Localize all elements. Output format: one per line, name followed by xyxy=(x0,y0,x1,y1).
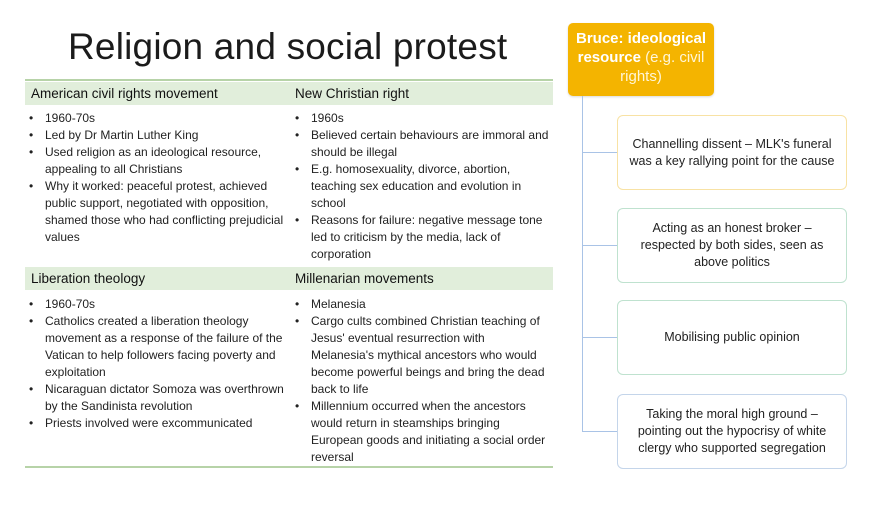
list-item: • Catholics created a liberation theology movement as a response of the failure of the Vatican to help followers facing poverty and exploitation xyxy=(25,313,287,381)
page-title: Religion and social protest xyxy=(68,26,508,67)
list-item: • E.g. homosexuality, divorce, abortion, teaching sex education and evolution in school xyxy=(291,161,549,212)
list-item: • Used religion as an ideological resource, appealing to all Christians xyxy=(25,144,287,178)
node-text: Mobilising public opinion xyxy=(664,330,800,344)
list-item: • 1960-70s xyxy=(25,110,287,127)
list-item: • Believed certain behaviours are immoral and should be illegal xyxy=(291,127,549,161)
moral-high-ground-node xyxy=(617,394,847,469)
channelling-dissent-node xyxy=(617,115,847,190)
list-item: • Melanesia xyxy=(291,296,549,313)
node-text: Channelling dissent – MLK's funeral was a key rallying point for the cause xyxy=(629,136,835,168)
list-item: • Cargo cults combined Christian teaching of Jesus' eventual resurrection with Melanesia's mythical ancestors who would become powerful beings and bring the dead back to life xyxy=(291,313,549,398)
list-item: • Millennium occurred when the ancestors would return in steamships bringing European goods and initiating a social order reversal xyxy=(291,398,549,466)
list-item: • 1960s xyxy=(291,110,549,127)
root-subtitle: (e.g. civil rights) xyxy=(620,49,705,85)
list-item: • Reasons for failure: negative message tone led to criticism by the media, lack of corporation xyxy=(291,212,549,263)
bottom-divider xyxy=(25,466,553,468)
node-text: Taking the moral high ground – pointing out the hypocrisy of white clergy who supported segregation xyxy=(637,407,827,455)
connector-branch xyxy=(582,152,617,153)
liberation-theology-heading: Liberation theology xyxy=(25,267,289,290)
mobilising-opinion-node xyxy=(617,300,847,375)
civil-rights-list xyxy=(25,110,287,246)
new-christian-right-list xyxy=(291,110,549,263)
liberation-theology-list xyxy=(25,296,287,432)
node-text: Acting as an honest broker – respected by both sides, seen as above politics xyxy=(640,221,824,269)
list-item: • Priests involved were excommunicated xyxy=(25,415,287,432)
connector-vertical xyxy=(582,96,583,431)
top-divider xyxy=(25,79,553,81)
connector-branch xyxy=(582,431,617,432)
honest-broker-node xyxy=(617,208,847,283)
bruce-root-node xyxy=(568,23,714,96)
list-item: • Why it worked: peaceful protest, achieved public support, negotiated with opposition, shamed those who had conflicting prejudicial values xyxy=(25,178,287,246)
millenarian-list xyxy=(291,296,549,466)
list-item: • Led by Dr Martin Luther King xyxy=(25,127,287,144)
new-christian-right-heading: New Christian right xyxy=(289,82,553,105)
list-item: • Nicaraguan dictator Somoza was overthrown by the Sandinista revolution xyxy=(25,381,287,415)
civil-rights-heading: American civil rights movement xyxy=(25,82,289,105)
root-title: Bruce: ideological resource xyxy=(575,30,707,66)
connector-branch xyxy=(582,337,617,338)
connector-branch xyxy=(582,245,617,246)
list-item: • 1960-70s xyxy=(25,296,287,313)
millenarian-heading: Millenarian movements xyxy=(289,267,553,290)
